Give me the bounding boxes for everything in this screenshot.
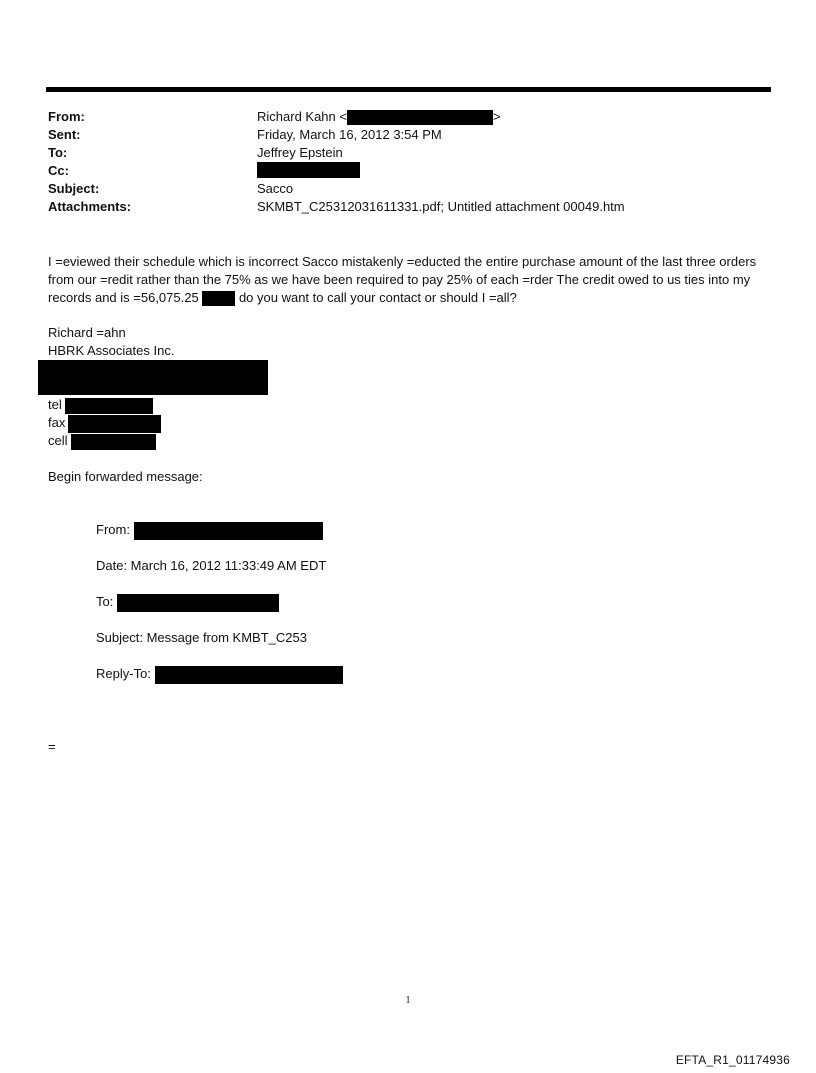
header-rule [46,87,771,92]
redacted-cell [71,434,156,450]
fwd-from-label: From: [96,522,130,537]
from-close: > [492,109,501,124]
subject-value: Sacco [257,181,294,196]
signature-fax-line [48,414,161,433]
fwd-date-line: Date: March 16, 2012 11:33:49 AM EDT [96,558,327,573]
signature-cell-line [48,432,156,450]
from-label: From: [48,109,85,124]
redacted-email [347,110,493,125]
to-label: To: [48,145,68,160]
redacted-tel [65,398,153,414]
page-number: 1 [405,995,411,1006]
tel-label: tel [48,397,62,412]
subject-label: Subject: [48,181,100,196]
cell-label: cell [48,433,68,448]
sent-value: Friday, March 16, 2012 3:54 PM [257,127,442,142]
sent-label: Sent: [48,127,81,142]
fax-label: fax [48,415,66,430]
fwd-reply-to-line [96,665,343,684]
redacted-fwd-to [117,594,279,612]
to-value: Jeffrey Epstein [257,145,343,160]
fwd-reply-to-label: Reply-To: [96,666,151,681]
fwd-subject-line: Subject: Message from KMBT_C253 [96,630,307,645]
signature-tel-line [48,396,153,414]
forwarded-intro: Begin forwarded message: [48,469,203,484]
message-body [48,253,763,307]
from-value [257,108,501,126]
trailing-char: = [48,739,56,754]
redacted-fwd-from [134,522,323,540]
redacted-amount-note [202,291,235,306]
from-name: Richard Kahn < [257,109,347,124]
attachments-value: SKMBT_C25312031611331.pdf; Untitled attachment 00049.htm [257,199,625,214]
fwd-from-line [96,521,323,540]
fwd-to-label: To: [96,594,114,609]
signature-name: Richard =ahn [48,325,126,340]
cc-label: Cc: [48,163,69,178]
redacted-fwd-reply-to [155,666,343,684]
attachments-label: Attachments: [48,199,132,214]
body-tail-text: do you want to call your contact or should I =all? [238,290,517,305]
redacted-address [38,360,268,395]
redacted-cc [257,162,360,178]
body-main-text: I =eviewed their schedule which is incorrect Sacco mistakenly =educted the entire purchase amount of the last three orders from our =redit rather than the 75% as we have been required to pay 25% of each =rder The credit owed to us ties into my records and is =56,075.25 [48,254,757,305]
document-id: EFTA_R1_01174936 [675,1053,790,1067]
signature-company: HBRK Associates Inc. [48,343,175,358]
redacted-fax [68,415,161,433]
fwd-to-line [96,593,279,612]
